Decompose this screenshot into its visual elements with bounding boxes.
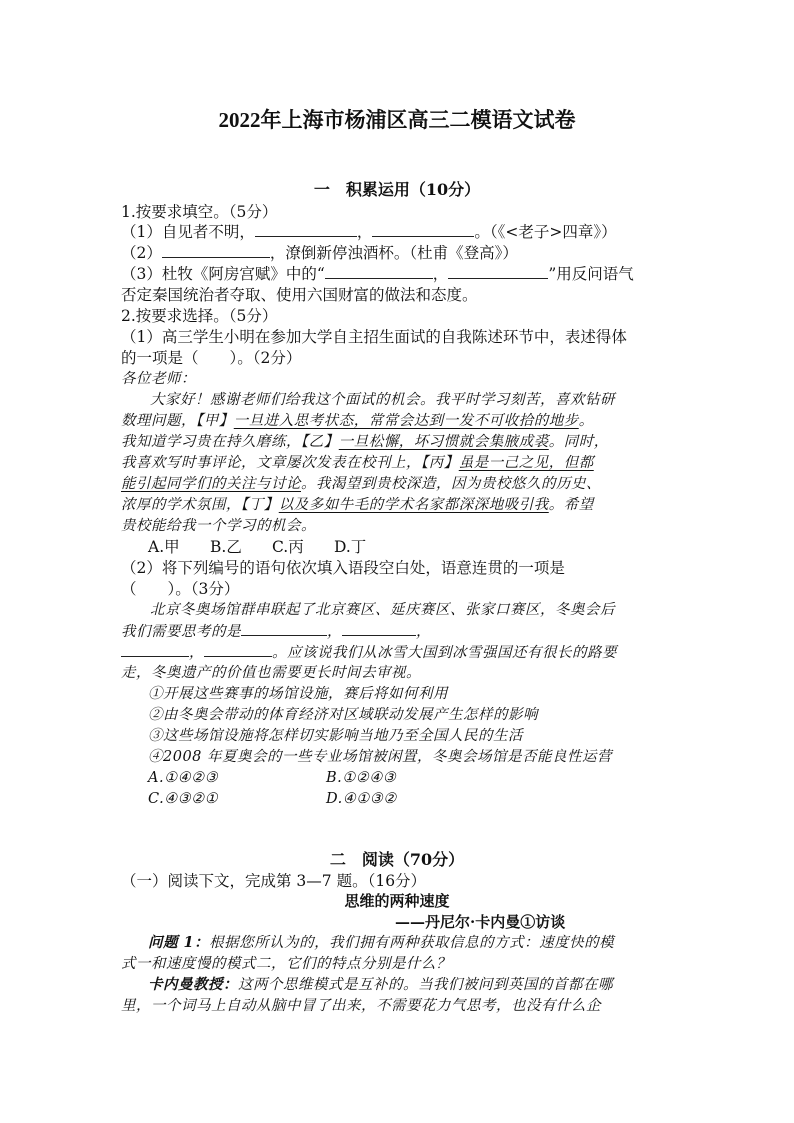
q2-sub1-line1: （1）高三学生小明在参加大学自主招生面试的自我陈述环节中，表述得体 bbox=[121, 328, 627, 346]
answer-blank[interactable] bbox=[325, 264, 433, 279]
q2-sub1-line2: 的一项是（ ）。（2分） bbox=[121, 349, 302, 367]
q1-item-2: （2） ，潦倒新停浊酒杯。（杜甫《登高》） bbox=[121, 244, 518, 262]
question-1-line: 式一和速度慢的模式二，它们的特点分别是什么？ bbox=[121, 956, 451, 972]
q2-sub1-options bbox=[148, 537, 366, 557]
answer-blank[interactable] bbox=[255, 222, 357, 237]
answer-line: 里，一个词马上自动从脑中冒了出来，不需要花力气思考，也没有什么企 bbox=[121, 998, 601, 1014]
q1-stem: 1.按要求填空。（5分） bbox=[121, 203, 278, 221]
section-1-heading: 一 积累运用（10分） bbox=[313, 180, 481, 199]
passage-line: 我喜欢写时事评论，文章屡次发表在校刊上，【丙】虽是一己之见，但都 bbox=[121, 455, 594, 471]
question-1-line: 问题 1：根据您所认为的，我们拥有两种获取信息的方式：速度快的模 bbox=[148, 934, 615, 951]
sentence-bing-cont: 能引起同学们的关注与讨论 bbox=[121, 476, 301, 492]
sub2-passage-line: 北京冬奥场馆群串联起了北京赛区、延庆赛区、张家口赛区，冬奥会后 bbox=[150, 602, 615, 618]
sub2-option-d[interactable]: D.④①③② bbox=[326, 791, 397, 807]
q2-sub2-line2: （ ）。（3分） bbox=[121, 580, 240, 598]
q1-item-1: （1）自见者不明， ， 。（《<老子>四章》） bbox=[121, 223, 617, 241]
answer-blank[interactable] bbox=[162, 243, 270, 258]
answer-blank[interactable] bbox=[372, 222, 474, 237]
passage-line: 大家好！感谢老师们给我这个面试的机会。我平时学习刻苦，喜欢钻研 bbox=[150, 392, 615, 408]
sub2-item: ③这些场馆设施将怎样切实影响当地乃至全国人民的生活 bbox=[148, 728, 523, 744]
q2-sub2-line1: （2）将下列编号的语句依次填入语段空白处，语意连贯的一项是 bbox=[121, 559, 565, 577]
part-1-instruction: （一）阅读下文，完成第 3—7 题。（16分） bbox=[121, 872, 427, 890]
sub2-passage-line: 走，冬奥遗产的价值也需要更长时间去审视。 bbox=[121, 665, 421, 681]
answer-line: 卡内曼教授：这两个思维模式是互补的。当我们被问到英国的首都在哪 bbox=[148, 976, 613, 993]
sub2-option-a[interactable]: A.①④②③ bbox=[148, 770, 219, 786]
sentence-bing: 虽是一己之见，但都 bbox=[458, 455, 594, 471]
answer-blank[interactable] bbox=[241, 621, 327, 636]
q1-item-3-cont: 否定秦国统治者夺取、使用六国财富的做法和态度。 bbox=[121, 286, 478, 304]
option-b[interactable]: B.乙 bbox=[210, 538, 242, 556]
sub2-option-c[interactable]: C.④③②① bbox=[148, 791, 219, 807]
option-a[interactable]: A.甲 bbox=[148, 538, 180, 556]
passage-greeting: 各位老师： bbox=[121, 371, 196, 387]
answer-blank[interactable] bbox=[204, 642, 272, 657]
answer-blank[interactable] bbox=[121, 642, 189, 657]
passage-line: 浓厚的学术氛围，【丁】以及多如牛毛的学术名家都深深地吸引我。希望 bbox=[121, 497, 594, 513]
sentence-jia: 一旦进入思考状态，常常会达到一发不可收拾的地步 bbox=[233, 413, 579, 429]
q1-item-3: （3）杜牧《阿房宫赋》中的“ ， ”用反问语气 bbox=[121, 265, 634, 283]
sub2-item: ②由冬奥会带动的体育经济对区域联动发展产生怎样的影响 bbox=[148, 707, 538, 723]
sentence-ding: 以及多如牛毛的学术名家都深深地吸引我 bbox=[278, 497, 549, 513]
sub2-item: ①开展这些赛事的场馆设施，赛后将如何利用 bbox=[148, 686, 448, 702]
passage-line: 数理问题，【甲】一旦进入思考状态，常常会达到一发不可收拾的地步。 bbox=[121, 413, 594, 429]
sub2-passage-line: ， 。应该说我们从冰雪大国到冰雪强国还有很长的路要 bbox=[121, 642, 617, 663]
option-c[interactable]: C.丙 bbox=[272, 538, 304, 556]
sub2-item: ④2008 年夏奥会的一些专业场馆被闲置，冬奥会场馆是否能良性运营 bbox=[148, 749, 613, 765]
passage-line: 我知道学习贵在持久磨练，【乙】一旦松懈，坏习惯就会集腋成裘。同时， bbox=[121, 434, 609, 450]
q2-stem: 2.按要求选择。（5分） bbox=[121, 307, 278, 325]
answer-blank[interactable] bbox=[342, 621, 416, 636]
option-d[interactable]: D.丁 bbox=[334, 538, 367, 556]
sub2-option-b[interactable]: B.①②④③ bbox=[326, 770, 397, 786]
page-title: 2022年上海市杨浦区高三二模语文试卷 bbox=[218, 108, 576, 132]
sub2-passage-line: 我们需要思考的是 ， ， bbox=[121, 621, 431, 642]
article-title: 思维的两种速度 bbox=[344, 892, 450, 910]
section-2-heading: 二 阅读（70分） bbox=[329, 850, 465, 869]
answer-blank[interactable] bbox=[448, 264, 548, 279]
sentence-yi: 一旦松懈，坏习惯就会集腋成裘 bbox=[338, 434, 549, 450]
passage-line: 能引起同学们的关注与讨论。我渴望到贵校深造，因为贵校悠久的历史、 bbox=[121, 476, 601, 492]
article-subtitle: ——丹尼尔·卡内曼①访谈 bbox=[395, 913, 566, 931]
passage-line: 贵校能给我一个学习的机会。 bbox=[121, 518, 316, 534]
